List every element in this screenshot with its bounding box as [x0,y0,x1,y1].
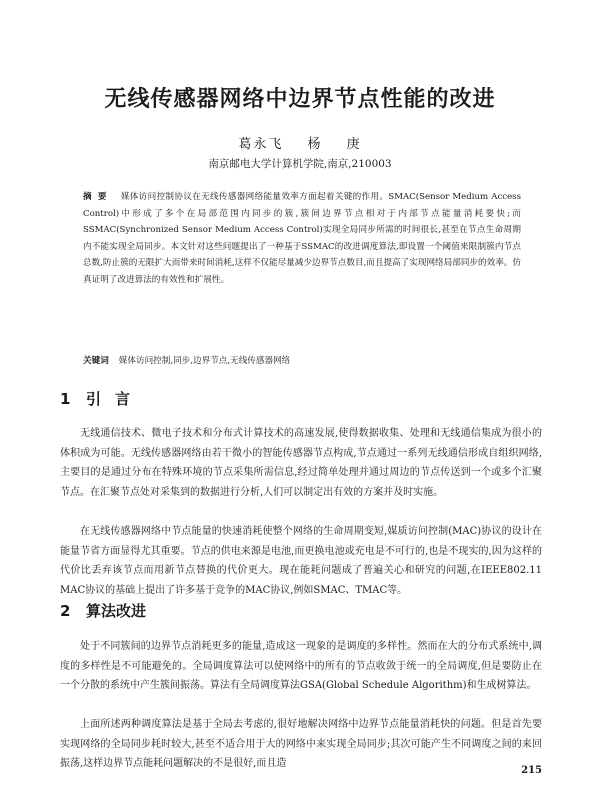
page-number: 215 [521,765,542,776]
keywords-text: 媒体访问控制,同步,边界节点,无线传感器网络 [118,356,291,366]
body-paragraph: 上面所述两种调度算法是基于全局去考虑的,很好地解决网络中边界节点能量消耗快的问题。但是首先要实现网络的全局同步耗时较大,甚至不适合用于大的网络中来实现全局同步;其次可能产生不同调度之间的来回振荡,这样边界节点能耗问题解决的不是很好,而且造 [60,719,542,770]
section-heading-introduction [60,389,144,409]
body-paragraph: 处于不同簇间的边界节点消耗更多的能量,造成这一现象的是调度的多样性。然而在大的分布式系统中,调度的多样性是不可能避免的。全局调度算法可以使网络中的所有的节点收敛于统一的全局调度,但是要防止在一个分散的系统中产生簇间振荡。算法有全局调度算法GSA(Global Schedule Algorithm)和生成树算法。 [60,641,542,692]
body-paragraph: 无线通信技术、微电子技术和分布式计算技术的高速发展,使得数据收集、处理和无线通信集成为很小的体积成为可能。无线传感器网络由若干微小的智能传感器节点构成,节点通过一系列无线通信形成自组织网络,主要目的是通过分布在特殊环境的节点采集所需信息,经过简单处理并通过周边的节点传送到一个或多个汇聚节点。在汇聚节点处对采集到的数据进行分析,人们可以制定出有效的方案并及时实施。 [60,428,542,498]
keywords-label: 关键词 [83,356,109,366]
paper-title: 无线传感器网络中边界节点性能的改进 [104,87,496,112]
abstract-label: 摘要 [83,192,113,202]
section-title: 算法改进 [86,602,147,620]
section-number: 2 [60,602,71,620]
abstract-text: 媒体访问控制协议在无线传感器网络能量效率方面起着关键的作用。SMAC(Sensor Medium Access Control)中形成了多个在局部范围内同步的簇,簇间边界节点相对于内部节点能量消耗要快;而SSMAC(Synchronized Sensor Medium Access Control)实现全局同步所需的时间很长,甚至在节点生命周期内不能实现全局同步。本文针对这些问题提出了一种基于SSMAC的改进调度算法,即设置一个阈值来限制簇内节点总数,防止簇的无限扩大而带来时间消耗,这样不仅能尽量减少边界节点数目,而且提高了实现网络局部同步的效率。仿真证明了改进算法的有效性和扩展性。 [83,192,521,285]
abstract [83,189,521,289]
author-names: 葛永飞 杨 庚 [238,137,362,152]
section-number: 1 [60,390,71,408]
section-heading-algorithm [60,601,146,621]
body-paragraph: 在无线传感器网络中节点能量的快速消耗使整个网络的生命周期变短,媒质访问控制(MAC)协议的设计在能量节省方面显得尤其重要。节点的供电来源是电池,而更换电池或充电是不可行的,也是不现实的,因为这样的代价比丢弃该节点而用新节点替换的代价更大。现在能耗问题成了普遍关心和研究的问题,在IEEE802.11 MAC协议的基础上提出了许多基于竞争的MAC协议,例如SMAC、TMAC等。 [60,526,542,596]
section-title: 引言 [86,390,145,408]
keywords [83,354,521,368]
author-affiliation: 南京邮电大学计算机学院,南京,210003 [208,158,392,170]
